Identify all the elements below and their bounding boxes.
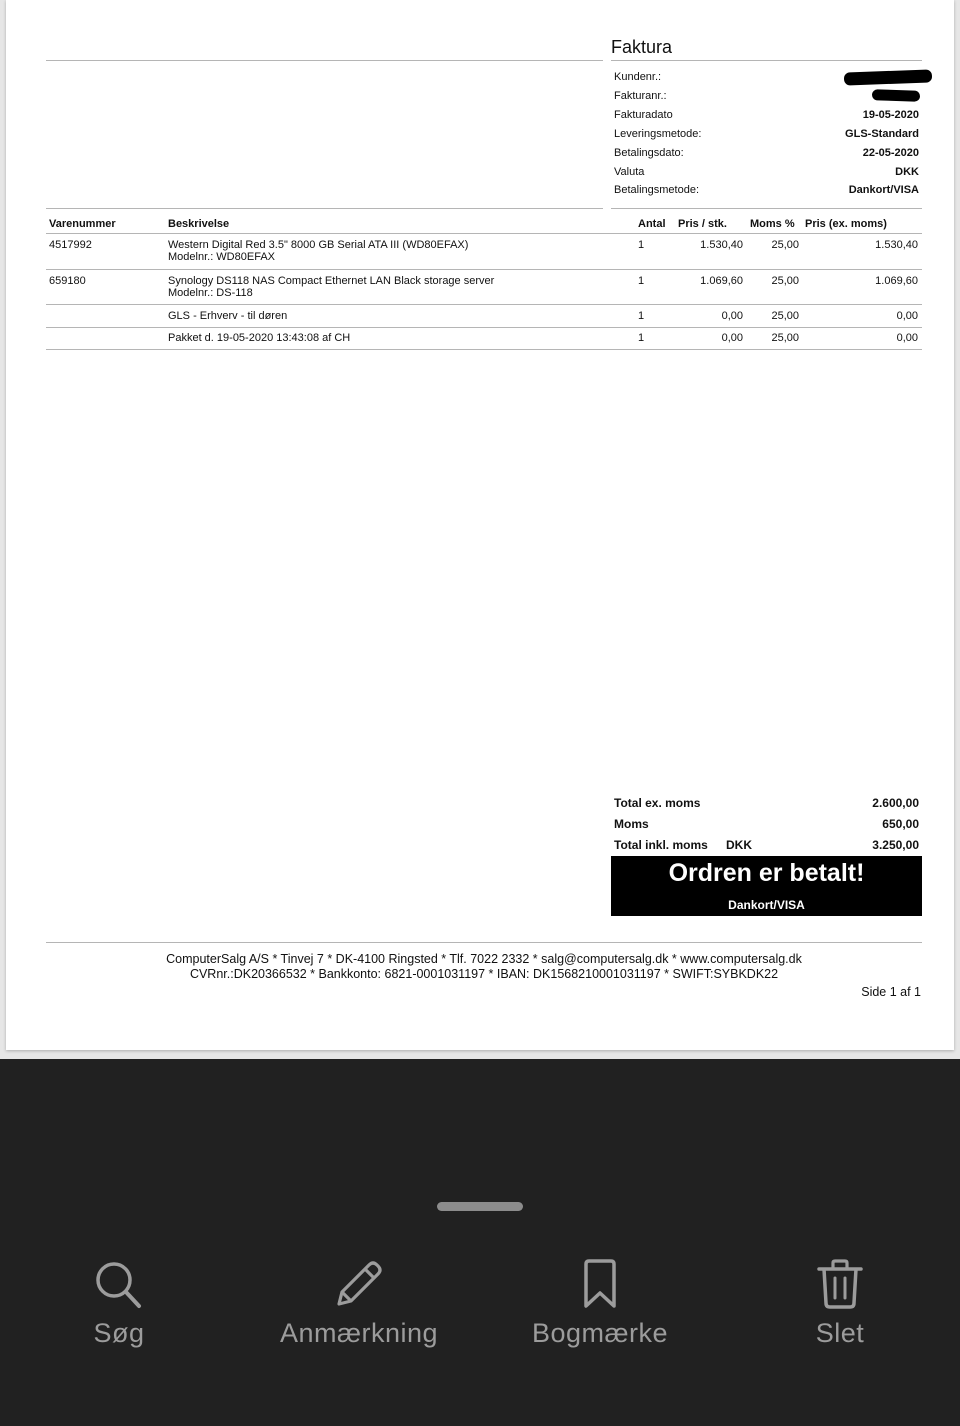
search-label: Søg [93,1318,145,1348]
col-header-price-ex-vat: Pris (ex. moms) [805,218,887,230]
cell-quantity: 1 [638,275,645,287]
delete-label: Slet [815,1318,865,1348]
cell-quantity: 1 [638,239,645,251]
total-label: Total inkl. moms [614,838,708,852]
total-value: 3.250,00 [872,838,919,852]
cell-quantity: 1 [638,332,645,344]
bookmark-button[interactable] [490,1258,710,1349]
col-header-vat: Moms % [750,218,795,230]
meta-label: Valuta [614,166,645,178]
meta-value: Dankort/VISA [848,184,919,196]
cell-description: Synology DS118 NAS Compact Ethernet LAN Black storage server [168,275,495,287]
annotate-label: Anmærkning [279,1318,439,1348]
total-ex-vat [614,796,919,810]
cell-unit-price: 1.069,60 [700,275,743,287]
meta-delivery-method [614,128,919,147]
paid-headline: Ordren er betalt! [668,859,865,887]
row-divider [46,304,922,305]
total-label: Total ex. moms [614,796,701,810]
meta-value: GLS-Standard [845,128,919,140]
paid-method: Dankort/VISA [728,898,805,912]
header-divider-left [46,60,603,61]
trash-icon [815,1258,865,1310]
total-incl-vat [614,838,919,852]
cell-quantity: 1 [638,310,645,322]
cell-model: Modelnr.: WD80EFAX [168,251,275,263]
footer-divider [46,942,922,943]
row-divider [46,269,922,270]
redaction-mark [872,89,920,102]
header-row-divider [46,233,922,234]
paid-banner [611,856,922,916]
annotate-button[interactable] [249,1258,469,1349]
search-icon [94,1258,144,1310]
cell-total: 0,00 [896,332,918,344]
bookmark-label: Bogmærke [531,1318,669,1348]
cell-description: Western Digital Red 3.5" 8000 GB Serial ATA III (WD80EFAX) [168,239,469,251]
row-divider [46,327,922,328]
search-button[interactable] [9,1258,229,1349]
meta-label: Fakturadato [614,109,673,121]
cell-total: 0,00 [896,310,918,322]
cell-vat: 25,00 [771,239,799,251]
cell-unit-price: 0,00 [721,310,743,322]
meta-label: Kundenr.: [614,71,662,83]
cell-total: 1.530,40 [875,239,918,251]
total-vat [614,817,919,831]
cell-item-number: 4517992 [49,239,92,251]
pencil-icon [333,1258,385,1310]
col-header-quantity: Antal [638,218,666,230]
cell-vat: 25,00 [771,310,799,322]
meta-label: Fakturanr.: [614,90,667,102]
meta-invoice-date [614,109,919,128]
page-number: Side 1 af 1 [861,985,921,999]
total-value: 2.600,00 [872,796,919,810]
meta-payment-method [614,184,919,203]
cell-description: GLS - Erhverv - til døren [168,310,288,322]
invoice-page [6,0,954,1050]
invoice-title: Faktura [611,37,673,57]
cell-total: 1.069,60 [875,275,918,287]
sheet-drag-handle[interactable] [437,1202,523,1211]
meta-value: 19-05-2020 [862,109,919,121]
delete-button[interactable] [730,1258,950,1349]
table-top-divider-left [46,208,603,209]
cell-item-number: 659180 [49,275,86,287]
cell-vat: 25,00 [771,332,799,344]
total-currency: DKK [726,838,752,852]
cell-model: Modelnr.: DS-118 [168,287,253,299]
meta-label: Betalingsmetode: [614,184,699,196]
meta-value: 22-05-2020 [862,147,919,159]
cell-unit-price: 1.530,40 [700,239,743,251]
cell-unit-price: 0,00 [721,332,743,344]
row-divider [46,349,922,350]
footer-company-line: ComputerSalg A/S * Tinvej 7 * DK-4100 Ringsted * Tlf. 7022 2332 * salg@computersalg.dk * www.computersalg.dk [166,952,802,966]
col-header-description: Beskrivelse [168,218,230,230]
cell-vat: 25,00 [771,275,799,287]
footer-bank-line: CVRnr.:DK20366532 * Bankkonto: 6821-0001031197 * IBAN: DK1568210001031197 * SWIFT:SYBKDK22 [189,967,779,981]
meta-label: Betalingsdato: [614,147,684,159]
col-header-item-number: Varenummer [49,218,116,230]
meta-value: DKK [895,166,919,178]
meta-currency [614,166,919,185]
header-divider-right [611,60,922,61]
meta-payment-date [614,147,919,166]
total-value: 650,00 [882,817,919,831]
col-header-unit-price: Pris / stk. [678,218,727,230]
table-top-divider-right [611,208,922,209]
bookmark-icon [580,1258,620,1310]
meta-label: Leveringsmetode: [614,128,702,140]
cell-description: Pakket d. 19-05-2020 13:43:08 af CH [168,332,351,344]
total-label: Moms [614,817,649,831]
